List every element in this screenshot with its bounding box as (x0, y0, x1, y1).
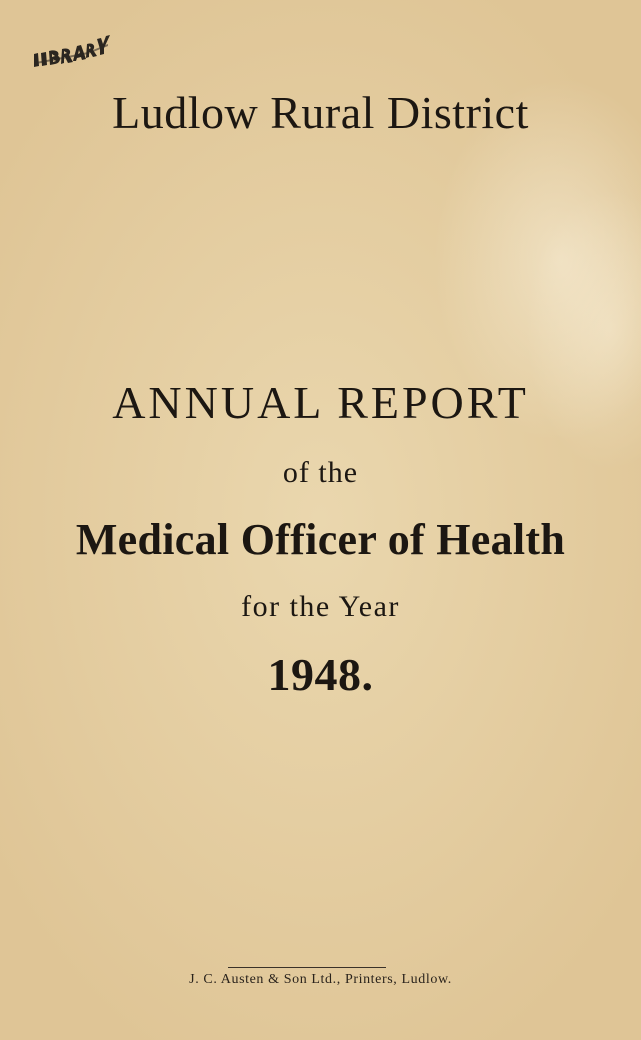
for-the-year-text: for the Year (241, 590, 400, 623)
library-stamp (28, 22, 138, 72)
officer-heading: Medical Officer of Health (75, 515, 566, 564)
printer-imprint: J. C. Austen & Son Ltd., Printers, Ludlow. (189, 972, 452, 987)
printer-divider (228, 967, 386, 968)
library-stamp-icon (28, 22, 138, 72)
report-title: ANNUAL REPORT (112, 377, 529, 428)
district-heading: Ludlow Rural District (112, 87, 529, 138)
report-year: 1948. (267, 649, 374, 700)
of-the-text: of the (282, 456, 359, 489)
